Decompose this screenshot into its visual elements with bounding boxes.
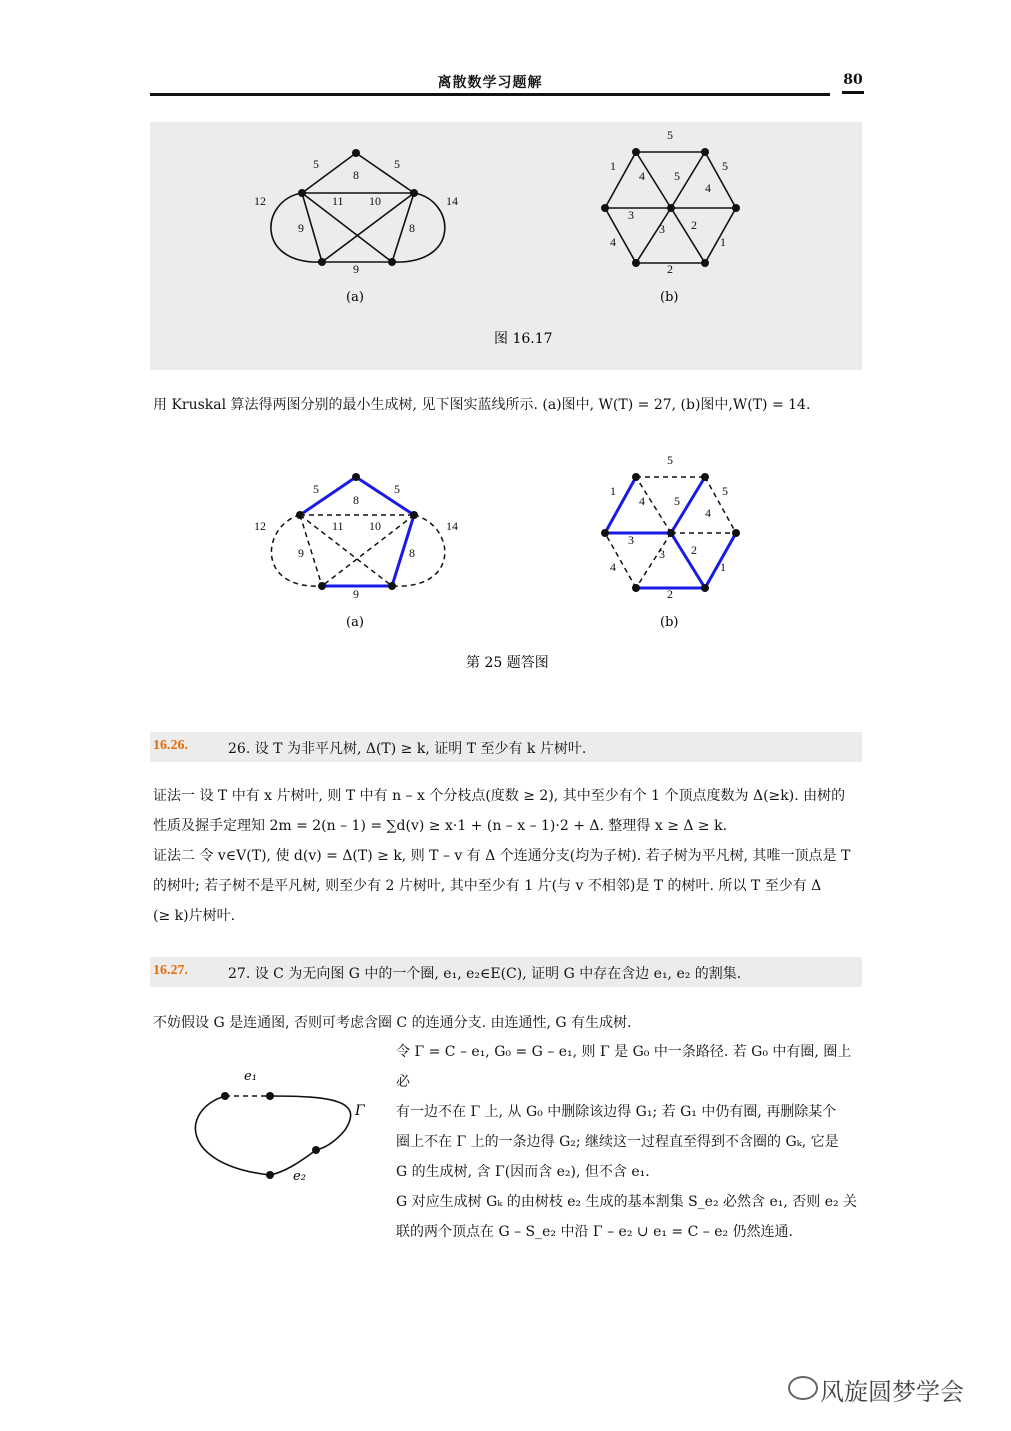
weight-label: 5 — [722, 484, 728, 498]
weight-label: 8 — [409, 221, 415, 235]
figure1-label-a: (a) — [346, 290, 364, 305]
problem-number: 16.27. — [153, 963, 188, 978]
solution-line: 圈上不在 Γ 上的一条边得 G₂; 继续这一过程直至得到不含圈的 Gₖ, 它是 — [396, 1134, 839, 1150]
weight-label: 1 — [610, 484, 616, 498]
weight-label: 14 — [446, 194, 458, 208]
solution-line: G 对应生成树 Gₖ 的由树枝 e₂ 生成的基本割集 S_e₂ 必然含 e₁, 否则 e₂ 关 — [396, 1194, 858, 1210]
problem-statement: 27. 设 C 为无向图 G 中的一个圈, e₁, e₂∈E(C), 证明 G 中存在含边 e₁, e₂ 的割集. — [228, 966, 742, 982]
weight-label: 11 — [332, 519, 344, 533]
weight-label: 5 — [667, 453, 673, 467]
weight-label: 5 — [674, 494, 680, 508]
weight-label: 2 — [667, 587, 673, 601]
weight-label: 3 — [628, 208, 634, 222]
problem-statement: 26. 设 T 为非平凡树, Δ(T) ≥ k, 证明 T 至少有 k 片树叶. — [228, 741, 587, 757]
weight-label: 4 — [639, 169, 645, 183]
weight-label: 9 — [353, 587, 359, 601]
solution-line: G 的生成树, 含 Γ(因而含 e₂), 但不含 e₁. — [396, 1164, 650, 1180]
wechat-icon — [788, 1376, 818, 1400]
weight-label: 8 — [353, 168, 359, 182]
solution-line: 证法一 设 T 中有 x 片树叶, 则 T 中有 n – x 个分枝点(度数 ≥ 2), 其中至少有个 1 个顶点度数为 Δ(≥k). 由树的 — [153, 788, 846, 804]
weight-label: 8 — [353, 493, 359, 507]
figure3-label-e2: e₂ — [293, 1169, 306, 1184]
figure3-label-gamma: Γ — [355, 1103, 365, 1119]
watermark-text: 风旋圆梦学会 — [820, 1378, 964, 1406]
weight-label: 2 — [691, 543, 697, 557]
weight-label: 1 — [610, 159, 616, 173]
weight-label: 4 — [610, 560, 616, 574]
weight-label: 5 — [313, 482, 319, 496]
figure2-label-b: (b) — [660, 615, 679, 630]
weight-label: 5 — [722, 159, 728, 173]
figure2-caption: 第 25 题答图 — [466, 655, 549, 671]
solution-line: 证法二 令 v∈V(T), 使 d(v) = Δ(T) ≥ k, 则 T – v 有 Δ 个连通分支(均为子树). 若子树为平凡树, 其唯一顶点是 T — [153, 848, 851, 864]
weight-label: 5 — [313, 157, 319, 171]
figure1-a-weights — [254, 157, 458, 276]
problem-number: 16.26. — [153, 738, 188, 753]
solution-line: 有一边不在 Γ 上, 从 G₀ 中删除该边得 G₁; 若 G₁ 中仍有圈, 再删除某个 — [396, 1104, 837, 1120]
figure2-label-a: (a) — [346, 615, 364, 630]
weight-label: 3 — [628, 533, 634, 547]
running-header-title: 离散数学习题解 — [437, 75, 543, 91]
weight-label: 1 — [720, 560, 726, 574]
figure1-label-b: (b) — [660, 290, 679, 305]
figure3-vertices — [221, 1092, 320, 1179]
weight-label: 10 — [369, 194, 381, 208]
kruskal-paragraph: 用 Kruskal 算法得两图分别的最小生成树, 见下图实蓝线所示. (a)图中, W(T) = 27, (b)图中,W(T) = 14. — [153, 397, 811, 413]
problem-16-27-header — [150, 957, 862, 987]
weight-label: 11 — [332, 194, 344, 208]
figure3-label-e1: e₁ — [244, 1069, 257, 1084]
weight-label: 12 — [254, 194, 266, 208]
weight-label: 2 — [667, 262, 673, 276]
weight-label: 12 — [254, 519, 266, 533]
weight-label: 14 — [446, 519, 458, 533]
weight-label: 3 — [659, 547, 665, 561]
weight-label: 1 — [720, 235, 726, 249]
weight-label: 5 — [394, 157, 400, 171]
weight-label: 4 — [705, 181, 711, 195]
solution-line: 联的两个顶点在 G – S_e₂ 中沿 Γ – e₂ ∪ e₁ = C – e₂ 仍然连通. — [396, 1224, 794, 1240]
weight-label: 9 — [353, 262, 359, 276]
solution-line: 令 Γ = C – e₁, G₀ = G – e₁, 则 Γ 是 G₀ 中一条路径. 若 G₀ 中有圈, 圈上必 — [396, 1044, 852, 1090]
weight-label: 4 — [639, 494, 645, 508]
problem-16-27-intro: 不妨假设 G 是连通图, 否则可考虑含圈 C 的连通分支. 由连通性, G 有生成树. — [153, 1015, 632, 1031]
weight-label: 9 — [298, 546, 304, 560]
figure1-caption: 图 16.17 — [494, 331, 553, 347]
solution-line: 的树叶; 若子树不是平凡树, 则至少有 2 片树叶, 其中至少有 1 片(与 v 不相邻)是 T 的树叶. 所以 T 至少有 Δ — [153, 878, 822, 894]
weight-label: 5 — [674, 169, 680, 183]
problem-16-27-solution — [396, 1037, 861, 1247]
page-number: 80 — [842, 72, 864, 94]
solution-line: (≥ k)片树叶. — [153, 908, 236, 924]
weight-label: 5 — [394, 482, 400, 496]
figure3-cycle — [195, 1096, 350, 1175]
problem-16-26-header — [150, 732, 862, 762]
weight-label: 8 — [409, 546, 415, 560]
solution-line: 性质及握手定理知 2m = 2(n – 1) = ∑d(v) ≥ x·1 + (n – x – 1)·2 + Δ. 整理得 x ≥ Δ ≥ k. — [153, 818, 728, 834]
weight-label: 5 — [667, 128, 673, 142]
weight-label: 9 — [298, 221, 304, 235]
weight-label: 2 — [691, 218, 697, 232]
weight-label: 4 — [705, 506, 711, 520]
figure2-a-weights — [254, 482, 458, 601]
problem-16-26-solution — [153, 781, 861, 931]
weight-label: 3 — [659, 222, 665, 236]
weight-label: 10 — [369, 519, 381, 533]
weight-label: 4 — [610, 235, 616, 249]
